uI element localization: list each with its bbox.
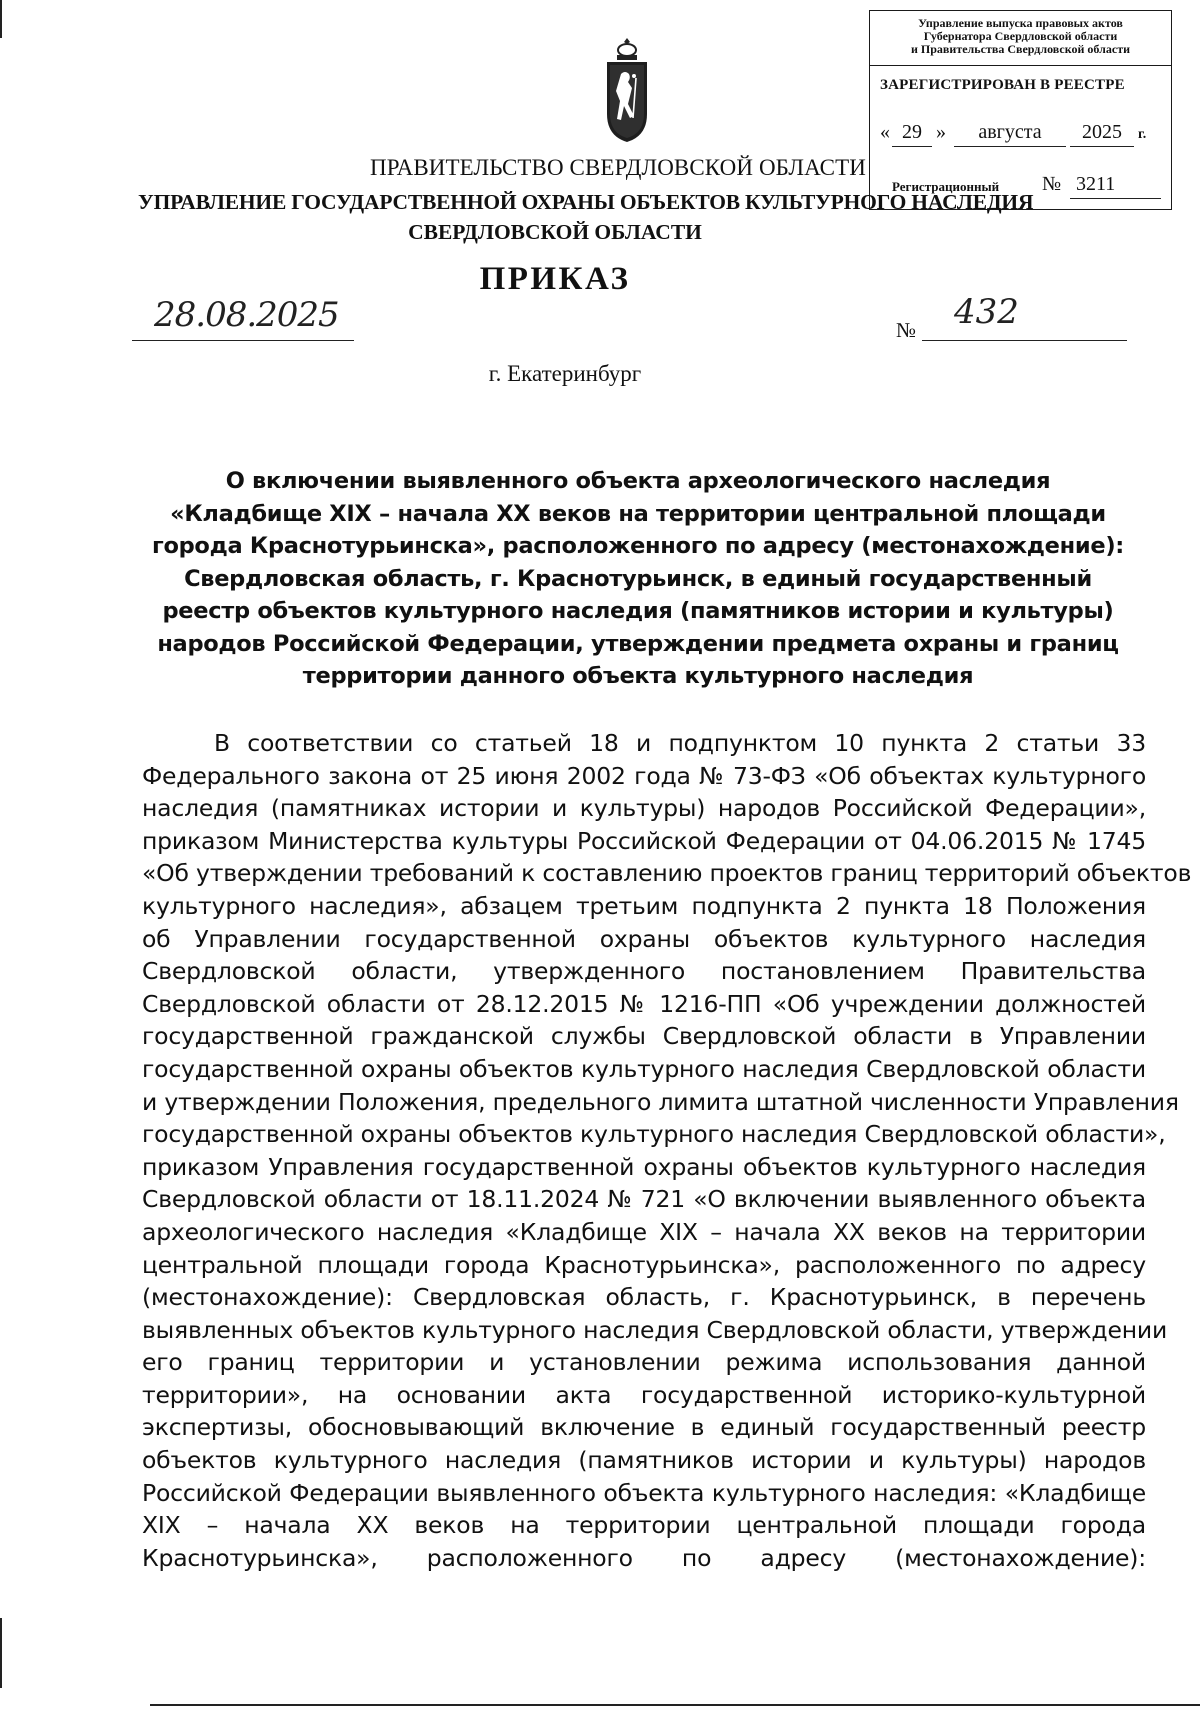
- body-line: и утверждении Положения, предельного лимита штатной численности Управления: [142, 1087, 1179, 1116]
- stamp-date-open-quote: «: [880, 121, 890, 143]
- department-name-line2: СВЕРДЛОВСКОЙ ОБЛАСТИ: [408, 220, 702, 244]
- order-body: [142, 727, 1192, 1574]
- subject-line: реестр объектов культурного наследия (памятников истории и культуры): [162, 598, 1114, 624]
- scan-edge-line: [150, 1704, 1200, 1706]
- stamp-date: [880, 121, 1170, 151]
- registry-stamp: [869, 10, 1172, 210]
- order-subject: [138, 465, 1138, 693]
- stamp-date-day: 29: [892, 121, 932, 147]
- subject-line: народов Российской Федерации, утверждении предмета охраны и границ: [157, 630, 1119, 657]
- body-line: культурного наследия», абзацем третьим подпункта 2 пункта 18 Положения: [142, 891, 1146, 920]
- stamp-header-line: Губернатора Свердловской области: [923, 29, 1118, 43]
- body-line: Свердловской области от 28.12.2015 № 1216-ПП «Об учреждении должностей: [142, 989, 1146, 1018]
- body-line: XIX – начала XX веков на территории центральной площади города: [142, 1511, 1146, 1540]
- body-line: Российской Федерации выявленного объекта культурного наследия: «Кладбище: [142, 1478, 1146, 1507]
- stamp-header-line: и Правительства Свердловской области: [911, 42, 1130, 56]
- body-line: археологического наследия «Кладбище XIX – начала XX веков на территории: [142, 1217, 1146, 1246]
- stamp-number-sign: №: [1042, 173, 1062, 195]
- scan-edge-mark: [0, 0, 2, 38]
- stamp-registered-label: ЗАРЕГИСТРИРОВАН В РЕЕСТРЕ: [880, 77, 1125, 93]
- stamp-date-year: 2025: [1070, 121, 1134, 147]
- subject-line: города Краснотурьинска», расположенного по адресу (местонахождение):: [152, 533, 1124, 559]
- subject-line: Свердловская область, г. Краснотурьинск, в единый государственный: [184, 565, 1092, 592]
- body-line: государственной охраны объектов культурного наследия Свердловской области»,: [142, 1120, 1166, 1149]
- order-number-field: [922, 290, 1127, 341]
- body-line: (местонахождение): Свердловская область, г. Краснотурьинск, в перечень: [142, 1283, 1146, 1312]
- order-number-label: №: [896, 318, 917, 342]
- body-line: центральной площади города Краснотурьинска», расположенного по адресу: [142, 1250, 1146, 1279]
- government-name: ПРАВИТЕЛЬСТВО СВЕРДЛОВСКОЙ ОБЛАСТИ: [370, 155, 866, 180]
- stamp-reg-number-label: Регистрационный: [892, 179, 1000, 194]
- body-line: экспертизы, обосновывающий включение в единый государственный реестр: [142, 1413, 1146, 1442]
- city: г. Екатеринбург: [488, 361, 642, 386]
- stamp-date-suffix: г.: [1138, 127, 1147, 142]
- body-line: приказом Министерства культуры Российской Федерации от 04.06.2015 № 1745: [142, 826, 1146, 855]
- document-type-title: ПРИКАЗ: [479, 261, 631, 297]
- stamp-date-month: августа: [954, 121, 1066, 147]
- body-line: Краснотурьинска», расположенного по адресу (местонахождение):: [142, 1543, 1146, 1572]
- body-line: Свердловской области от 18.11.2024 № 721 «О включении выявленного объекта: [142, 1185, 1146, 1214]
- body-line: Федерального закона от 25 июня 2002 года № 73-ФЗ «Об объектах культурного: [142, 761, 1146, 790]
- stamp-date-close-quote: »: [936, 121, 946, 143]
- order-number-handwritten: 432: [954, 292, 1019, 332]
- body-line: Свердловской области, утвержденного постановлением Правительства: [142, 957, 1146, 986]
- body-line: «Об утверждении требований к составлению проектов границ территорий объектов: [142, 859, 1192, 888]
- scan-edge-mark: [0, 1618, 2, 1688]
- body-line: его границ территории и установлении режима использования данной: [142, 1348, 1146, 1377]
- body-line: объектов культурного наследия (памятников истории и культуры) народов: [142, 1446, 1146, 1475]
- body-line: государственной охраны объектов культурного наследия Свердловской области: [142, 1054, 1146, 1083]
- order-date-handwritten: 28.08.2025: [154, 295, 339, 335]
- body-line: государственной гражданской службы Свердловской области в Управлении: [142, 1022, 1146, 1051]
- body-line: В соответствии со статьей 18 и подпунктом 10 пункта 2 статьи 33: [214, 729, 1146, 757]
- body-line: об Управлении государственной охраны объектов культурного наследия: [142, 924, 1146, 953]
- subject-line: территории данного объекта культурного наследия: [302, 663, 974, 689]
- stamp-header-line: Управление выпуска правовых актов: [918, 16, 1123, 30]
- body-line: выявленных объектов культурного наследия Свердловской области, утверждении: [142, 1315, 1168, 1344]
- subject-line: О включении выявленного объекта археологического наследия: [225, 468, 1051, 494]
- body-line: наследия (памятниках истории и культуры) народов Российской Федерации»,: [142, 794, 1146, 823]
- body-line: приказом Управления государственной охраны объектов культурного наследия: [142, 1152, 1146, 1181]
- body-line: территории», на основании акта государственной историко-культурной: [142, 1380, 1146, 1409]
- order-date-field: [132, 290, 354, 341]
- stamp-reg-number-value: 3211: [1070, 173, 1161, 199]
- department-name-line1: УПРАВЛЕНИЕ ГОСУДАРСТВЕННОЙ ОХРАНЫ ОБЪЕКТОВ КУЛЬТУРНОГО НАСЛЕДИЯ: [138, 190, 1034, 214]
- subject-line: «Кладбище XIX – начала XX веков на территории центральной площади: [170, 500, 1106, 527]
- stamp-header: [870, 11, 1171, 66]
- coat-of-arms-icon: [604, 36, 650, 144]
